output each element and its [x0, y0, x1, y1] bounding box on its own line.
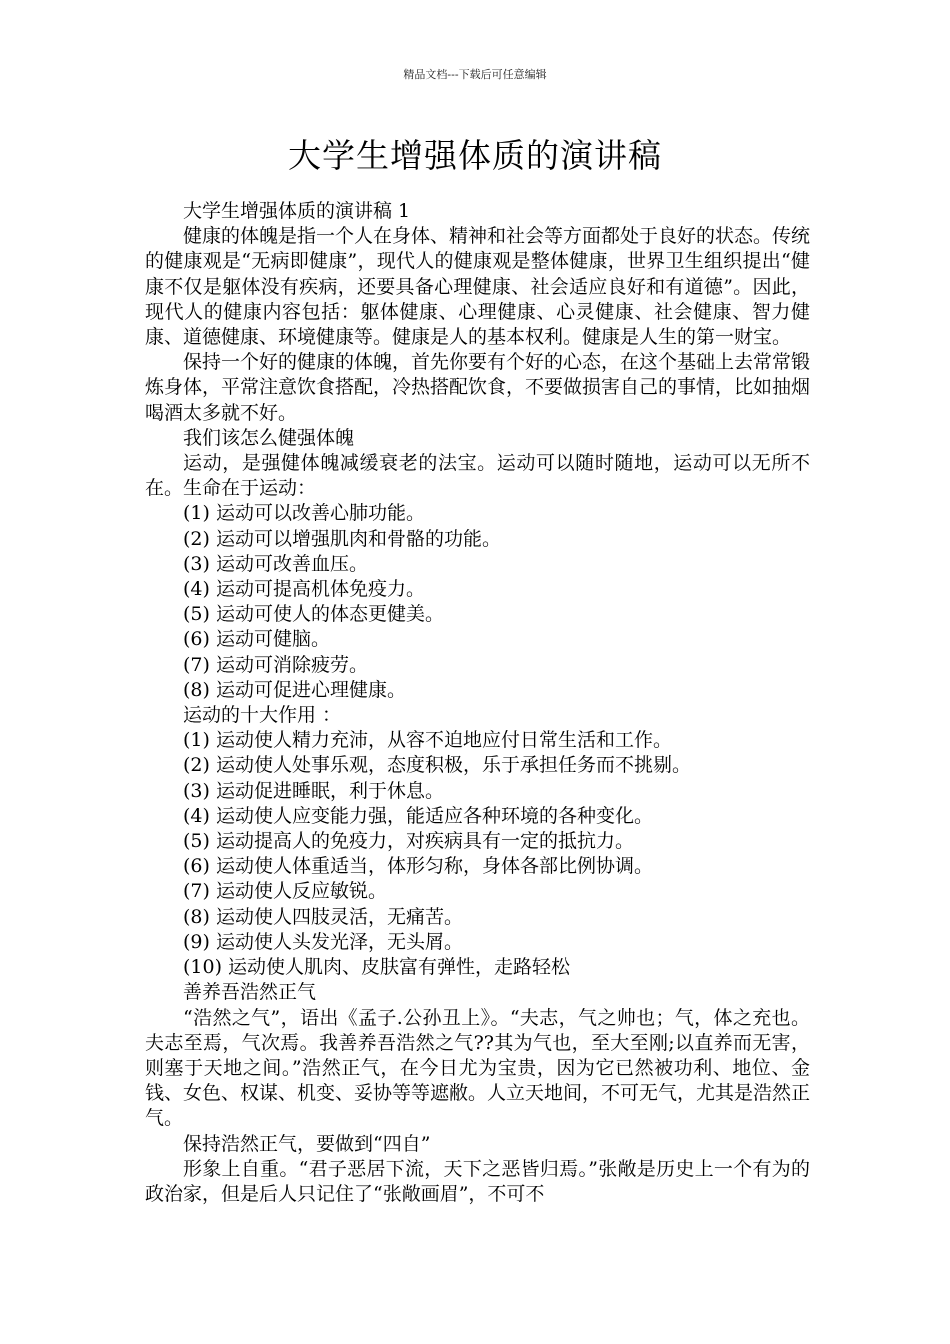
paragraph: 形象上自重。“君子恶居下流，天下之恶皆归焉。”张敞是历史上一个有为的政治家，但是后人只记住了“张敞画眉”，不可不 [145, 1157, 810, 1205]
section-heading: 保持浩然正气，要做到“四自” [183, 1132, 431, 1155]
list-item: (1) 运动可以改善心肺功能。 [183, 502, 425, 525]
paragraph: 运动，是强健体魄减缓衰老的法宝。运动可以随时随地，运动可以无所不在。生命在于运动： [145, 452, 810, 500]
section-heading: 大学生增强体质的演讲稿 1 [183, 200, 411, 222]
list-item: (8) 运动使人四肢灵活，无痛苦。 [183, 905, 463, 928]
list-item: (8) 运动可促进心理健康。 [183, 678, 406, 701]
list-item: (6) 运动可健脑。 [183, 628, 330, 651]
list-item: (4) 运动使人应变能力强，能适应各种环境的各种变化。 [183, 804, 653, 827]
page-header: 精品文档---下载后可任意编辑 [403, 68, 547, 81]
list-item: (3) 运动可改善血压。 [183, 552, 368, 575]
list-item: (2) 运动可以增强肌肉和骨骼的功能。 [183, 527, 501, 550]
paragraph: “浩然之气”，语出《孟子.公孙丑上》。“夫志，气之帅也；气，体之充也。夫志至焉，气次焉。我善养吾浩然之气??其为气也，至大至刚;以直养而无害，则塞于天地之间。”浩然正气，在今日尤为宝贵，因为它已然被功利、地位、金钱、女色、权谋、机变、妥协等等遮敝。人立天地间，不可无气，尤其是浩然正气。 [145, 1006, 811, 1130]
list-item: (3) 运动促进睡眠，利于休息。 [183, 779, 444, 802]
list-item: (1) 运动使人精力充沛，从容不迫地应付日常生活和工作。 [183, 729, 672, 752]
list-item: (7) 运动使人反应敏锐。 [183, 880, 387, 903]
document-body [145, 199, 810, 1207]
list-item: (2) 运动使人处事乐观，态度积极，乐于承担任务而不挑剔。 [183, 754, 691, 777]
list-item: (5) 运动提高人的免疫力，对疾病具有一定的抵抗力。 [183, 830, 634, 853]
paragraph: 保持一个好的健康的体魄，首先你要有个好的心态，在这个基础上去常常锻炼身体，平常注意饮食搭配，冷热搭配饮食，不要做损害自己的事情，比如抽烟喝酒太多就不好。 [145, 351, 811, 424]
section-heading: 我们该怎么健强体魄 [183, 426, 355, 449]
list-item: (4) 运动可提高机体免疫力。 [183, 578, 425, 601]
section-heading: 善养吾浩然正气 [183, 981, 317, 1004]
paragraph: 健康的体魄是指一个人在身体、精神和社会等方面都处于良好的状态。传统的健康观是“无病即健康”，现代人的健康观是整体健康，世界卫生组织提出“健康不仅是躯体没有疾病，还要具备心理健康、社会适应良好和有道德”。因此，现代人的健康内容包括：躯体健康、心理健康、心灵健康、社会健康、智力健康、道德健康、环境健康等。健康是人的基本权利。健康是人生的第一财宝。 [145, 225, 811, 349]
section-heading: 运动的十大作用 ： [183, 704, 342, 727]
list-item: (10) 运动使人肌肉、皮肤富有弹性，走路轻松 [183, 956, 571, 979]
document-title: 大学生增强体质的演讲稿 [288, 136, 662, 175]
list-item: (5) 运动可使人的体态更健美。 [183, 603, 444, 626]
list-item: (7) 运动可消除疲劳。 [183, 653, 368, 676]
list-item: (9) 运动使人头发光泽，无头屑。 [183, 930, 463, 953]
list-item: (6) 运动使人体重适当，体形匀称，身体各部比例协调。 [183, 855, 653, 878]
